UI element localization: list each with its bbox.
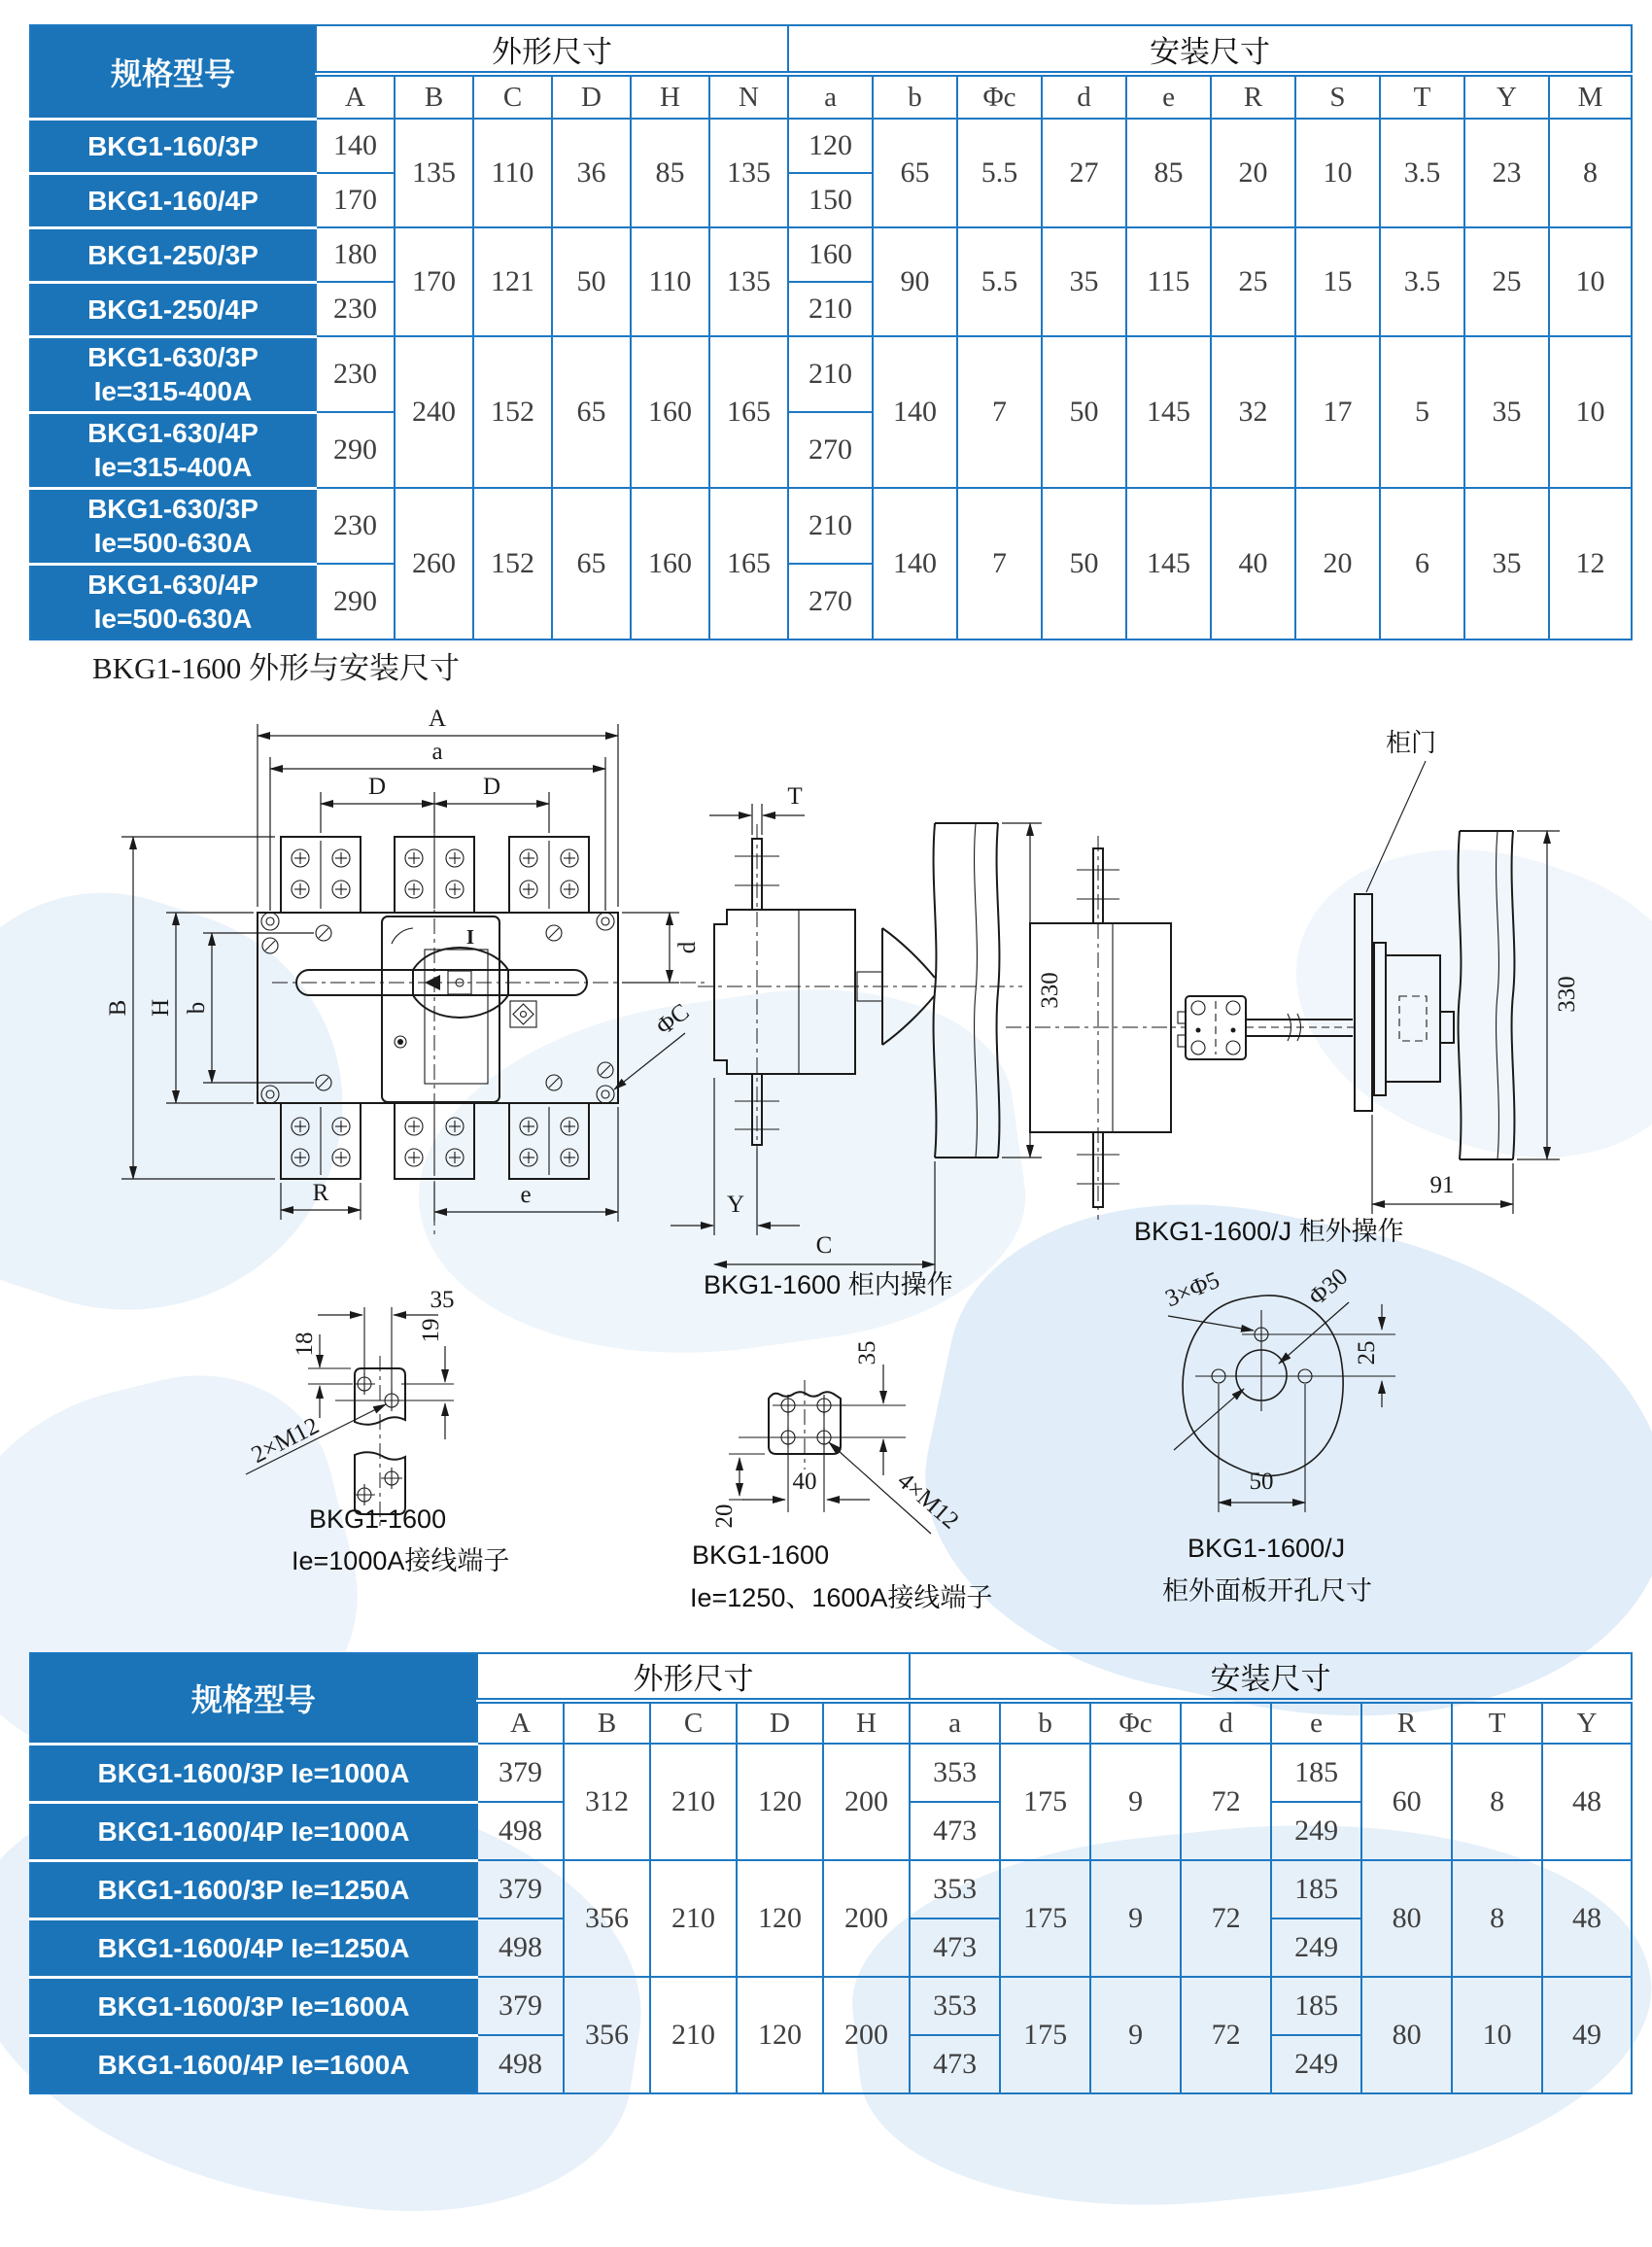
dimension-lines: [729, 1365, 931, 1534]
terminal-1000a-drawing: [219, 1288, 554, 1536]
value-cell: 200: [823, 1860, 910, 1977]
dim-label-35: 35: [854, 1340, 880, 1365]
value-cell: 150: [788, 173, 873, 227]
model-cell: BKG1-1600/4P Ie=1000A: [30, 1802, 477, 1860]
col-header: e: [1271, 1701, 1361, 1744]
panel-cutout-drawing: [1118, 1263, 1584, 1570]
value-cell: 72: [1181, 1860, 1271, 1977]
dim-label-330: 330: [1554, 976, 1580, 1013]
value-cell: 110: [631, 227, 709, 336]
value-cell: 7: [957, 336, 1042, 488]
value-cell: 175: [1000, 1977, 1090, 2093]
value-cell: 10: [1549, 336, 1632, 488]
value-cell: 110: [473, 119, 552, 227]
col-header: C: [473, 74, 552, 119]
value-cell: 160: [631, 336, 709, 488]
value-cell: 120: [788, 119, 873, 173]
col-header: H: [631, 74, 709, 119]
model-cell: BKG1-630/4P Ie=500-630A: [30, 564, 316, 640]
value-cell: 240: [395, 336, 473, 488]
value-cell: 170: [395, 227, 473, 336]
value-cell: 312: [564, 1744, 650, 1860]
value-cell: 15: [1295, 227, 1380, 336]
value-cell: 5: [1380, 336, 1464, 488]
value-cell: 90: [873, 227, 957, 336]
model-cell: BKG1-1600/4P Ie=1600A: [30, 2035, 477, 2093]
col-header: B: [395, 74, 473, 119]
dimension-lines: [1168, 1302, 1382, 1512]
value-cell: 10: [1295, 119, 1380, 227]
col-header: R: [1211, 74, 1295, 119]
value-cell: 175: [1000, 1744, 1090, 1860]
dim-label-330: 330: [1037, 972, 1063, 1009]
value-cell: 40: [1211, 488, 1295, 640]
caption-terminal-1250-line2: Ie=1250、1600A接线端子: [690, 1583, 993, 1612]
dimension-labels: [248, 1287, 455, 1469]
value-cell: 498: [477, 1802, 564, 1860]
model-cell: BKG1-160/3P: [30, 119, 316, 173]
caption-terminal-1000a-line1: BKG1-1600: [309, 1504, 447, 1534]
value-cell: 260: [395, 488, 473, 640]
value-cell: 8: [1452, 1860, 1542, 1977]
dimension-labels: [105, 706, 701, 1208]
model-cell: BKG1-160/4P: [30, 173, 316, 227]
value-cell: 170: [316, 173, 395, 227]
value-cell: 9: [1090, 1744, 1181, 1860]
value-cell: 165: [709, 488, 788, 640]
value-cell: 379: [477, 1977, 564, 2035]
value-cell: 353: [910, 1977, 1000, 2035]
value-cell: 145: [1126, 488, 1211, 640]
value-cell: 50: [552, 227, 631, 336]
value-cell: 498: [477, 1919, 564, 1977]
value-cell: 210: [650, 1977, 737, 2093]
value-cell: 379: [477, 1744, 564, 1802]
value-cell: 48: [1542, 1860, 1632, 1977]
value-cell: 50: [1042, 336, 1126, 488]
dim-label-40: 40: [792, 1469, 817, 1495]
value-cell: 8: [1549, 119, 1632, 227]
dim-label-phiC: ΦC: [651, 998, 695, 1041]
dim-label-e: e: [520, 1182, 532, 1208]
value-cell: 120: [737, 1744, 823, 1860]
value-cell: 270: [788, 564, 873, 640]
value-cell: 25: [1464, 227, 1549, 336]
value-cell: 160: [788, 227, 873, 282]
value-cell: 135: [395, 119, 473, 227]
dim-label-91: 91: [1429, 1172, 1455, 1198]
value-cell: 185: [1271, 1744, 1361, 1802]
value-cell: 20: [1211, 119, 1295, 227]
dim-label-D: D: [367, 774, 387, 800]
value-cell: 210: [788, 336, 873, 412]
col-header: d: [1042, 74, 1126, 119]
dimension-table-1600: [29, 1652, 1633, 2094]
dim-label-T: T: [787, 783, 803, 810]
outline-header: 外形尺寸: [477, 1653, 910, 1701]
dimension-labels: [1386, 728, 1580, 1198]
col-header: B: [564, 1701, 650, 1744]
col-header: d: [1181, 1701, 1271, 1744]
value-cell: 270: [788, 412, 873, 488]
section-caption: BKG1-1600 外形与安装尺寸: [92, 651, 461, 685]
dim-label-b: b: [184, 1001, 210, 1015]
value-cell: 80: [1361, 1860, 1452, 1977]
model-cell: BKG1-630/4P Ie=315-400A: [30, 412, 316, 488]
col-header: b: [1000, 1701, 1090, 1744]
outline-header: 外形尺寸: [316, 25, 788, 74]
model-cell: BKG1-250/3P: [30, 227, 316, 282]
value-cell: 120: [737, 1977, 823, 2093]
model-cell: BKG1-1600/4P Ie=1250A: [30, 1919, 477, 1977]
model-cell: BKG1-1600/3P Ie=1600A: [30, 1977, 477, 2035]
value-cell: 498: [477, 2035, 564, 2093]
part-outline: [258, 831, 705, 1239]
col-header: a: [788, 74, 873, 119]
value-cell: 5.5: [957, 227, 1042, 336]
value-cell: 140: [873, 488, 957, 640]
callout-phi30: Φ30: [1303, 1262, 1354, 1311]
dim-label-A: A: [428, 706, 447, 732]
value-cell: 80: [1361, 1977, 1452, 2093]
value-cell: 160: [631, 488, 709, 640]
value-cell: 356: [564, 1977, 650, 2093]
part-outline: [698, 823, 1022, 1159]
model-cell: BKG1-250/4P: [30, 282, 316, 336]
value-cell: 85: [1126, 119, 1211, 227]
install-header: 安装尺寸: [910, 1653, 1632, 1701]
cabinet-door-label: 柜门: [1385, 728, 1437, 757]
value-cell: 35: [1042, 227, 1126, 336]
dim-label-Y: Y: [726, 1192, 745, 1218]
value-cell: 25: [1211, 227, 1295, 336]
value-cell: 49: [1542, 1977, 1632, 2093]
value-cell: 5.5: [957, 119, 1042, 227]
value-cell: 249: [1271, 1802, 1361, 1860]
value-cell: 473: [910, 1919, 1000, 1977]
value-cell: 48: [1542, 1744, 1632, 1860]
model-cell: BKG1-630/3P Ie=500-630A: [30, 488, 316, 564]
value-cell: 473: [910, 1802, 1000, 1860]
value-cell: 85: [631, 119, 709, 227]
value-cell: 152: [473, 488, 552, 640]
dimension-lines: [1372, 831, 1560, 1214]
install-header: 安装尺寸: [788, 25, 1632, 74]
col-header: H: [823, 1701, 910, 1744]
spec-header: 规格型号: [30, 1653, 477, 1744]
value-cell: 35: [1464, 488, 1549, 640]
dim-label-20: 20: [711, 1504, 738, 1529]
callout-3xphi5: 3×Φ5: [1161, 1266, 1223, 1313]
col-header: R: [1361, 1701, 1452, 1744]
dimension-table-160-630: [29, 24, 1633, 640]
value-cell: 8: [1452, 1744, 1542, 1860]
value-cell: 140: [873, 336, 957, 488]
caption-terminal-1000a-line2: Ie=1000A接线端子: [292, 1546, 510, 1575]
value-cell: 175: [1000, 1860, 1090, 1977]
front-view-drawing: [83, 695, 724, 1254]
col-header: T: [1380, 74, 1464, 119]
part-outline: [769, 1380, 841, 1469]
value-cell: 185: [1271, 1977, 1361, 2035]
col-header: D: [737, 1701, 823, 1744]
value-cell: 12: [1549, 488, 1632, 640]
dim-label-35: 35: [430, 1287, 455, 1313]
value-cell: 3.5: [1380, 119, 1464, 227]
col-header: A: [477, 1701, 564, 1744]
value-cell: 200: [823, 1977, 910, 2093]
side-view-out-of-cabinet-drawing: [991, 695, 1652, 1244]
value-cell: 210: [650, 1860, 737, 1977]
col-header: D: [552, 74, 631, 119]
dim-label-19: 19: [418, 1318, 444, 1343]
dim-label-50: 50: [1249, 1469, 1274, 1495]
col-header: C: [650, 1701, 737, 1744]
value-cell: 72: [1181, 1744, 1271, 1860]
dim-label-a: a: [431, 739, 443, 765]
value-cell: 356: [564, 1860, 650, 1977]
value-cell: 27: [1042, 119, 1126, 227]
value-cell: 10: [1549, 227, 1632, 336]
value-cell: 185: [1271, 1860, 1361, 1919]
dimension-lines: [121, 724, 685, 1222]
value-cell: 9: [1090, 1860, 1181, 1977]
value-cell: 249: [1271, 2035, 1361, 2093]
value-cell: 9: [1090, 1977, 1181, 2093]
dim-label-D: D: [482, 774, 501, 800]
value-cell: 135: [709, 119, 788, 227]
dim-label-d: d: [674, 941, 701, 954]
value-cell: 17: [1295, 336, 1380, 488]
col-header: a: [910, 1701, 1000, 1744]
value-cell: 165: [709, 336, 788, 488]
value-cell: 290: [316, 564, 395, 640]
value-cell: 65: [552, 488, 631, 640]
value-cell: 473: [910, 2035, 1000, 2093]
col-header: e: [1126, 74, 1211, 119]
value-cell: 230: [316, 336, 395, 412]
col-header: M: [1549, 74, 1632, 119]
value-cell: 210: [788, 282, 873, 336]
dim-label-C: C: [815, 1232, 833, 1259]
col-header: A: [316, 74, 395, 119]
value-cell: 152: [473, 336, 552, 488]
callout-2xM12: 2×M12: [247, 1412, 324, 1469]
value-cell: 210: [650, 1744, 737, 1860]
value-cell: 180: [316, 227, 395, 282]
value-cell: 379: [477, 1860, 564, 1919]
caption-panel-line2: 柜外面板开孔尺寸: [1162, 1576, 1372, 1606]
dim-label-25: 25: [1354, 1340, 1380, 1365]
part-outline: [1006, 761, 1514, 1220]
callout-4xM12: 4×M12: [892, 1467, 964, 1535]
model-cell: BKG1-630/3P Ie=315-400A: [30, 336, 316, 412]
col-header: N: [709, 74, 788, 119]
value-cell: 353: [910, 1860, 1000, 1919]
part-outline: [1183, 1296, 1395, 1476]
value-cell: 121: [473, 227, 552, 336]
caption-terminal-1250-line1: BKG1-1600: [692, 1540, 830, 1570]
value-cell: 140: [316, 119, 395, 173]
col-header: b: [873, 74, 957, 119]
part-outline: [354, 1356, 405, 1527]
value-cell: 20: [1295, 488, 1380, 640]
caption-out-cabinet: BKG1-1600/J 柜外操作: [1134, 1217, 1404, 1246]
value-cell: 230: [316, 282, 395, 336]
col-header: Φc: [957, 74, 1042, 119]
value-cell: 65: [873, 119, 957, 227]
value-cell: 120: [737, 1860, 823, 1977]
value-cell: 353: [910, 1744, 1000, 1802]
value-cell: 3.5: [1380, 227, 1464, 336]
dimension-labels: [1162, 1263, 1380, 1495]
dim-label-18: 18: [292, 1331, 318, 1357]
col-header: T: [1452, 1701, 1542, 1744]
value-cell: 6: [1380, 488, 1464, 640]
value-cell: 36: [552, 119, 631, 227]
value-cell: 50: [1042, 488, 1126, 640]
value-cell: 23: [1464, 119, 1549, 227]
value-cell: 145: [1126, 336, 1211, 488]
value-cell: 35: [1464, 336, 1549, 488]
caption-panel-line1: BKG1-1600/J: [1187, 1534, 1346, 1563]
value-cell: 210: [788, 488, 873, 564]
col-header: S: [1295, 74, 1380, 119]
col-header: Y: [1464, 74, 1549, 119]
dim-label-R: R: [312, 1180, 329, 1206]
dim-label-H: H: [148, 998, 174, 1018]
value-cell: 290: [316, 412, 395, 488]
value-cell: 135: [709, 227, 788, 336]
value-cell: 200: [823, 1744, 910, 1860]
col-header: Φc: [1090, 1701, 1181, 1744]
caption-in-cabinet: BKG1-1600 柜内操作: [704, 1270, 953, 1299]
col-header: Y: [1542, 1701, 1632, 1744]
value-cell: 249: [1271, 1919, 1361, 1977]
value-cell: 60: [1361, 1744, 1452, 1860]
value-cell: 7: [957, 488, 1042, 640]
value-cell: 72: [1181, 1977, 1271, 2093]
value-cell: 230: [316, 488, 395, 564]
value-cell: 32: [1211, 336, 1295, 488]
spec-header: 规格型号: [30, 25, 316, 119]
value-cell: 115: [1126, 227, 1211, 336]
terminal-1250-1600a-drawing: [680, 1322, 1015, 1570]
dim-label-B: B: [105, 999, 131, 1017]
switch-position-mark: I: [465, 925, 475, 949]
value-cell: 10: [1452, 1977, 1542, 2093]
model-cell: BKG1-1600/3P Ie=1250A: [30, 1860, 477, 1919]
model-cell: BKG1-1600/3P Ie=1000A: [30, 1744, 477, 1802]
value-cell: 65: [552, 336, 631, 488]
